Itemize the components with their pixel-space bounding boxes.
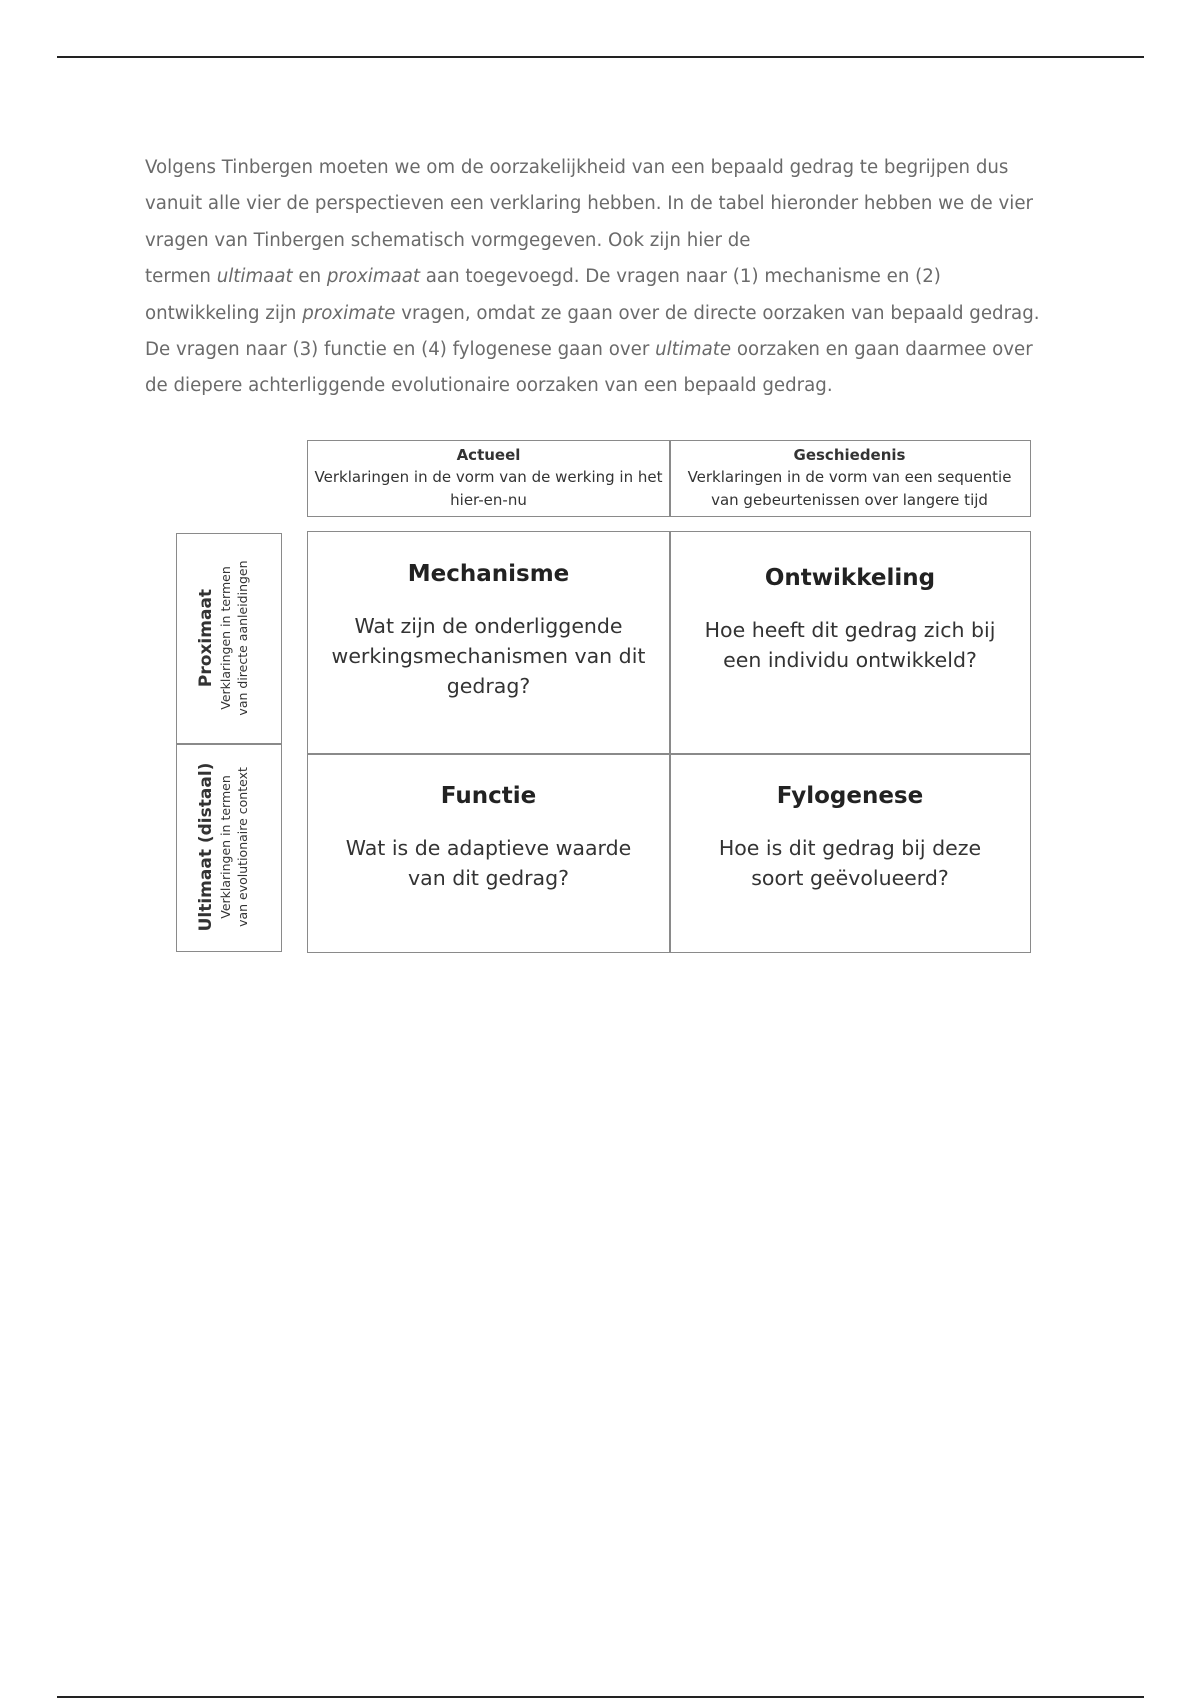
column-header-title: Geschiedenis	[793, 446, 906, 464]
divider	[177, 743, 281, 745]
column-header-actueel	[308, 441, 669, 512]
row-header-ultimaat	[195, 747, 265, 947]
row-header-title: Proximaat	[196, 588, 216, 688]
cell-title: Fylogenese	[776, 783, 924, 809]
cell-title: Functie	[440, 783, 537, 809]
cell-ontwikkeling	[670, 563, 1030, 675]
cell-text: Hoe heeft dit gedrag zich bij een individu ontwikkeld?	[704, 618, 996, 672]
row-header-desc: Verklaringen in termen	[218, 775, 233, 919]
row-header-proximaat	[195, 538, 265, 738]
cell-text: Wat zijn de onderliggende werkingsmechanismen van dit gedrag?	[331, 614, 646, 698]
row-header-desc: Verklaringen in termen	[218, 566, 233, 710]
row-header-desc: van evolutionaire context	[235, 767, 250, 927]
row-header-title: Ultimaat (distaal)	[196, 762, 216, 932]
cell-fylogenese	[670, 781, 1030, 893]
intro-line: vragen van Tinbergen schematisch vormgegeven. Ook zijn hier de	[145, 229, 751, 251]
intro-line: ontwikkeling zijn proximate vragen, omdat ze gaan over de directe oorzaken van bepaald gedrag.	[145, 302, 1040, 324]
cell-title: Mechanisme	[407, 561, 570, 587]
cell-text: Wat is de adaptieve waarde van dit gedrag?	[345, 836, 632, 890]
column-header-desc: Verklaringen in de vorm van de werking in het hier-en-nu	[314, 468, 663, 509]
row-header-box	[176, 533, 282, 952]
cell-text: Hoe is dit gedrag bij deze soort geëvolueerd?	[718, 836, 982, 890]
cell-functie	[308, 781, 669, 893]
bottom-rule	[57, 1696, 1144, 1698]
top-rule	[57, 56, 1144, 58]
column-header-title: Actueel	[456, 446, 521, 464]
row-header-desc: van directe aanleidingen	[235, 560, 250, 716]
column-header-geschiedenis	[670, 441, 1029, 512]
intro-line: termen ultimaat en proximaat aan toegevoegd. De vragen naar (1) mechanisme en (2)	[145, 266, 941, 288]
cell-mechanisme	[308, 559, 669, 701]
intro-line: De vragen naar (3) functie en (4) fylogenese gaan over ultimate oorzaken en gaan daarmee over	[145, 339, 1033, 361]
intro-line: Volgens Tinbergen moeten we om de oorzakelijkheid van een bepaald gedrag te begrijpen dus	[145, 157, 1009, 178]
cell-title: Ontwikkeling	[764, 565, 936, 591]
intro-line: de diepere achterliggende evolutionaire oorzaken van een bepaald gedrag.	[145, 375, 833, 397]
column-header-desc: Verklaringen in de vorm van een sequentie van gebeurtenissen over langere tijd	[687, 468, 1012, 509]
intro-line: vanuit alle vier de perspectieven een verklaring hebben. In de tabel hieronder hebben we de vier	[145, 193, 1033, 215]
column-header-box	[307, 440, 1031, 517]
intro-paragraph	[145, 150, 1065, 405]
main-grid	[307, 531, 1031, 953]
divider	[308, 753, 1030, 755]
